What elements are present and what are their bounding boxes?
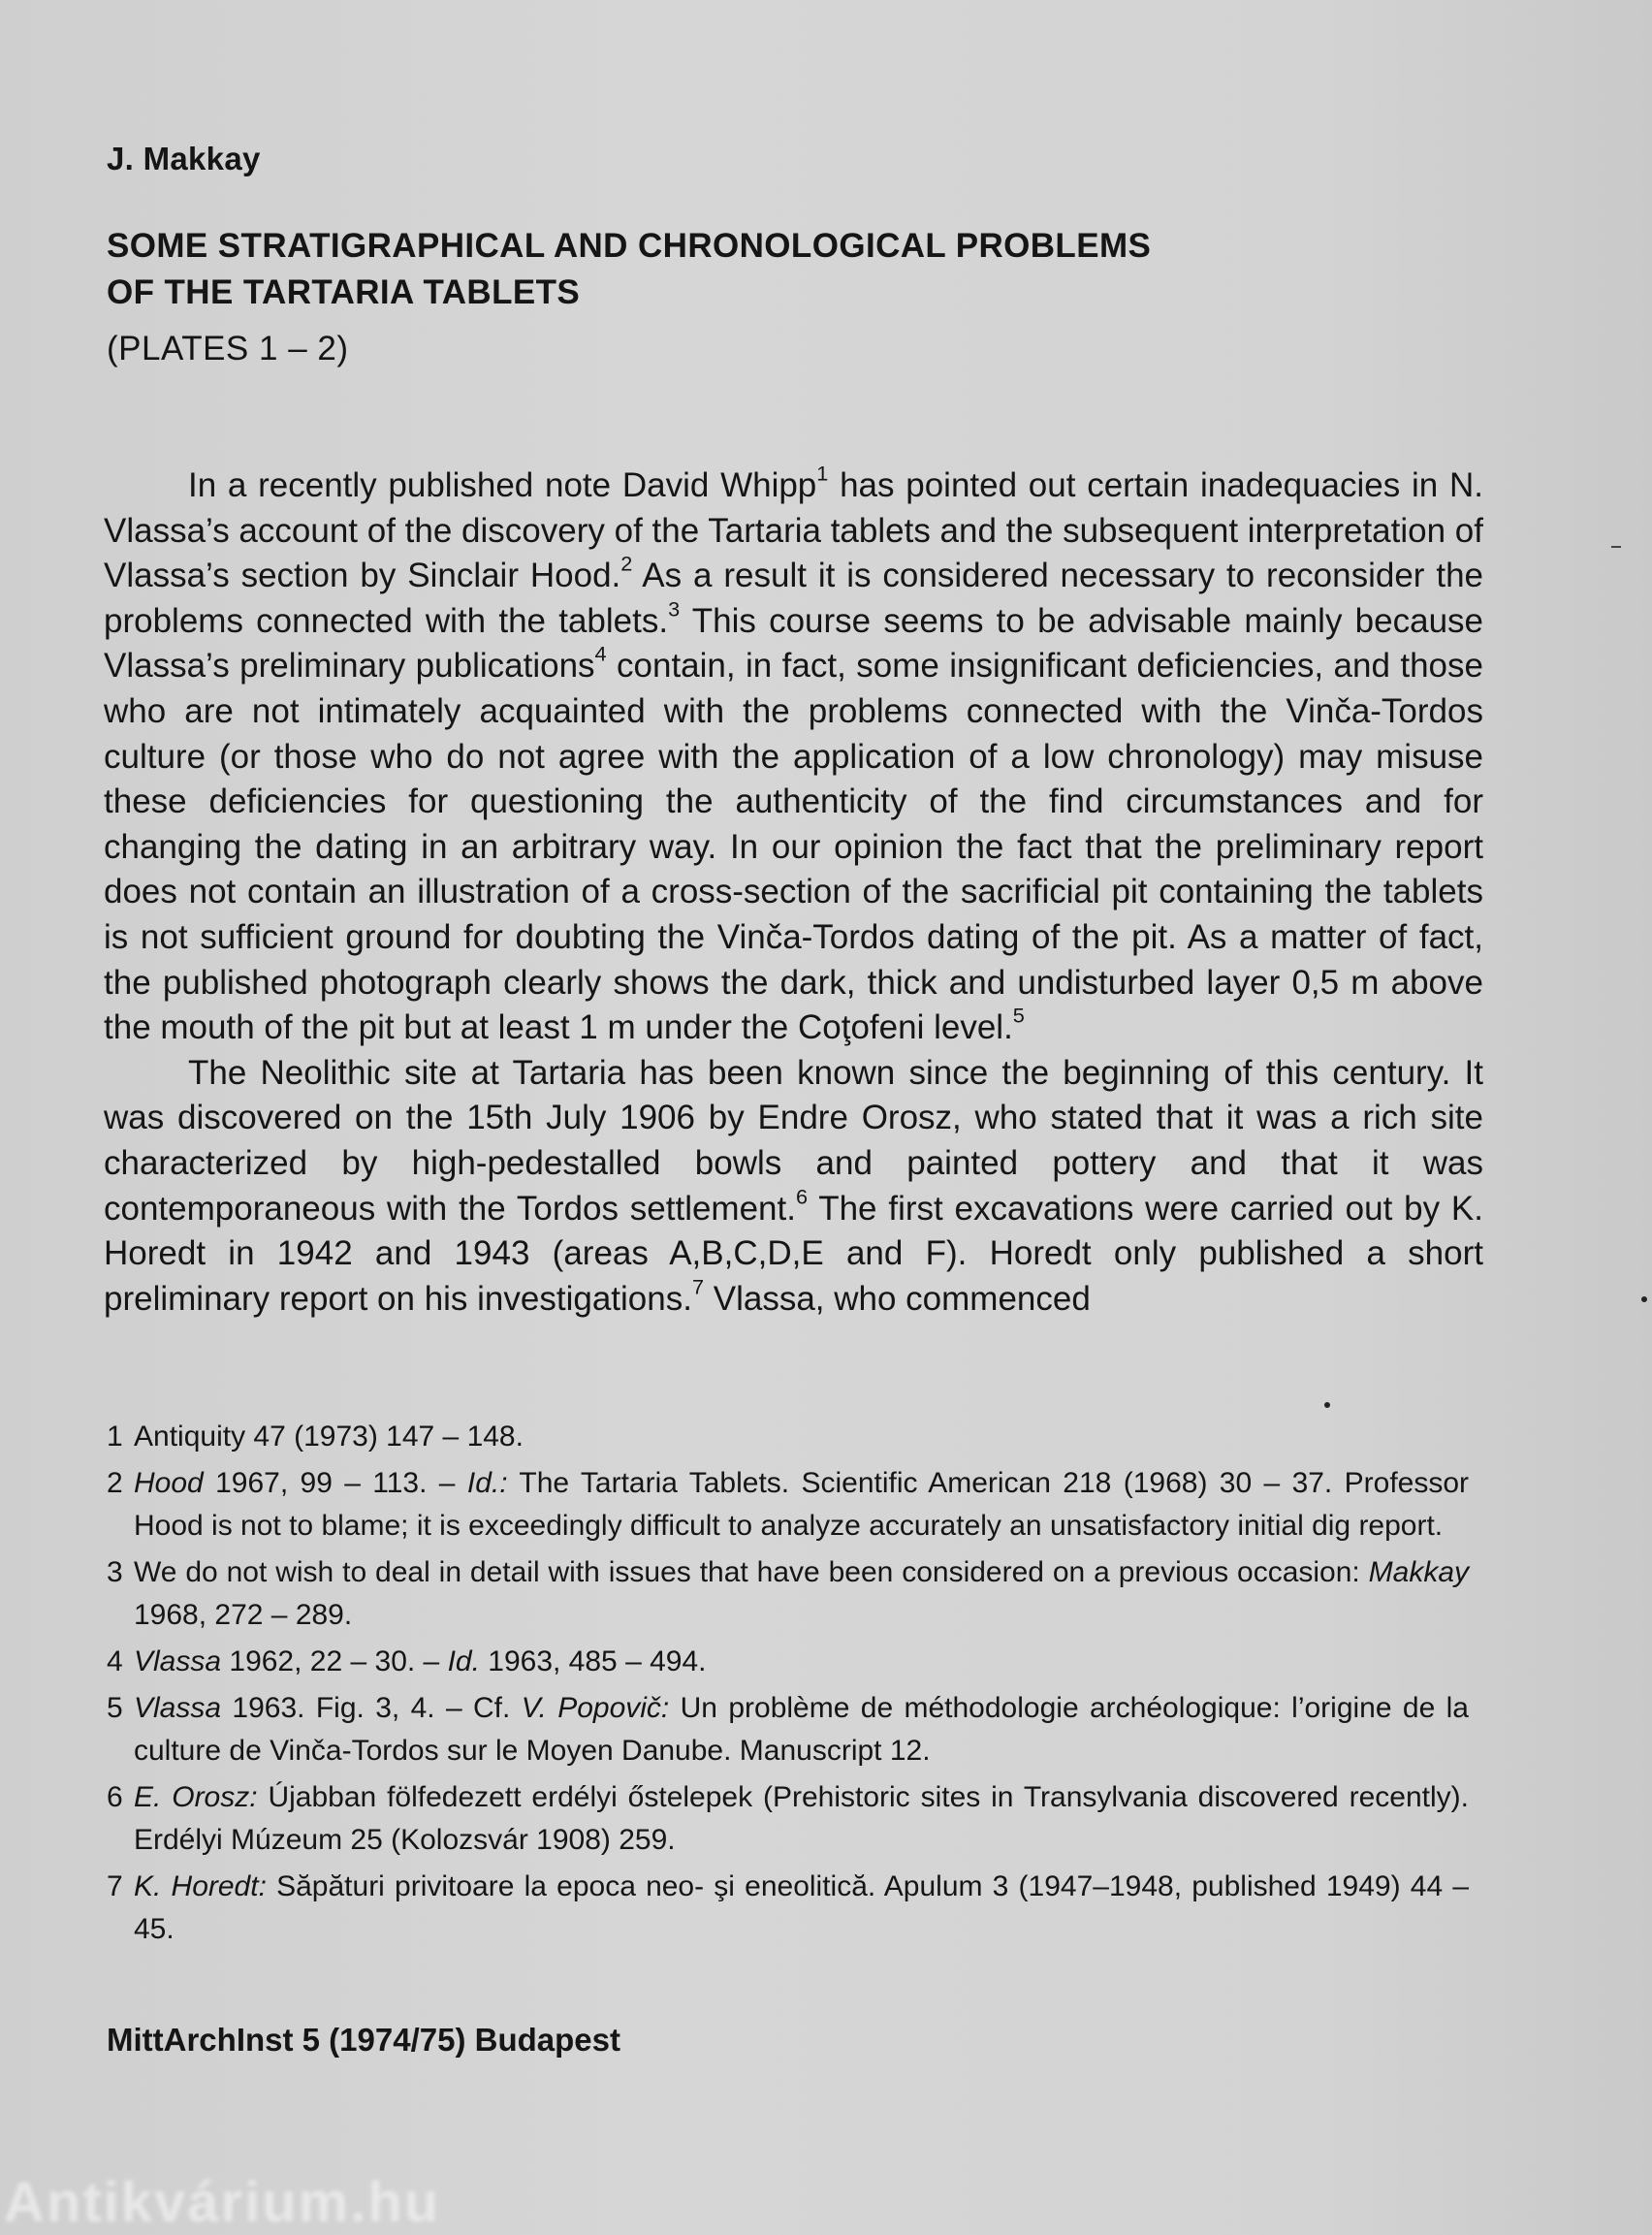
article-title [107, 223, 1367, 316]
footnote-number: 3 [107, 1556, 123, 1588]
text-run: 1967, 99 – 113. – [203, 1467, 467, 1499]
footnotes [107, 1416, 1469, 1955]
title-line-2: OF THE TARTARIA TABLETS [107, 273, 581, 311]
footnote-4 [107, 1641, 1469, 1683]
text-run: has pointed out certain inadequacies in N. Vlassa’s account of the discovery of the Tartaria tablets and the subsequent interpretation of Vlassa’s section by Sinclair Hood. [104, 466, 1483, 595]
italic-citation: E. Orosz: [134, 1781, 258, 1813]
footnote-reference[interactable]: 6 [795, 1184, 809, 1209]
italic-citation: K. Horedt: [134, 1870, 267, 1902]
text-run: 1963. Fig. 3, 4. – Cf. [221, 1692, 522, 1724]
plates-reference: (PLATES 1 – 2) [107, 330, 349, 367]
italic-citation: Id. [447, 1645, 480, 1677]
watermark: Antikvárium.hu [4, 2171, 441, 2234]
footnote-reference[interactable]: 7 [691, 1274, 705, 1299]
footnote-7 [107, 1866, 1469, 1951]
text-run: 1963, 485 – 494. [479, 1645, 707, 1677]
text-run: Vlassa, who commenced [704, 1279, 1091, 1318]
text-run: 1962, 22 – 30. – [221, 1645, 448, 1677]
body-text [104, 463, 1483, 1322]
footnote-reference[interactable]: 3 [668, 596, 681, 622]
footnote-reference[interactable]: 5 [1012, 1003, 1025, 1028]
footnote-reference[interactable]: 1 [816, 461, 829, 486]
footnote-reference[interactable]: 2 [620, 551, 633, 576]
footnote-3 [107, 1551, 1469, 1637]
text-run: contain, in fact, some insignificant deficiencies, and those who are not intimately acquainted with the problems connected with the Vinča-Tordos culture (or those who do not agree with the application of a low chronology) may misuse these deficiencies for questioning the authenticity of the find circumstances and for changing the dating in an arbitrary way. In our opinion the fact that the preliminary report does not contain an illustration of a cross-section of the sacrificial pit containing the tablets is not sufficient ground for doubting the Vinča-Tordos dating of the pit. As a matter of fact, the published photograph clearly shows the dark, thick and undisturbed layer 0,5 m above the mouth of the pit but at least 1 m under the Coţofeni level. [104, 647, 1483, 1047]
paragraph [104, 463, 1483, 1051]
journal-footer: MittArchInst 5 (1974/75) Budapest [107, 2022, 620, 2058]
text-run: Un problème de méthodologie archéologique: l’origine de la culture de Vinča-Tordos sur le Moyen Danube. Manuscript 12. [134, 1692, 1469, 1767]
footnote-5 [107, 1687, 1469, 1772]
text-run: The Tartaria Tablets. Scientific American 218 (1968) 30 – 37. Professor Hood is not to blame; it is exceedingly difficult to analyze accurately an unsatisfactory initial dig report. [134, 1467, 1470, 1542]
paragraph [104, 1051, 1483, 1323]
footnote-2 [107, 1462, 1469, 1548]
italic-citation: Makkay [1368, 1556, 1469, 1588]
footnote-6 [107, 1776, 1469, 1862]
text-run: Újabban fölfedezett erdélyi őstelepek (Prehistoric sites in Transylvania discovered recently). Erdélyi Múzeum 25 (Kolozsvár 1908) 259. [134, 1781, 1469, 1856]
print-speck [1641, 1296, 1647, 1302]
print-speck [1324, 1402, 1330, 1408]
text-run: Antiquity 47 (1973) 147 – 148. [134, 1421, 524, 1453]
title-line-1: SOME STRATIGRAPHICAL AND CHRONOLOGICAL PROBLEMS [107, 227, 1152, 265]
text-run: 1968, 272 – 289. [134, 1599, 353, 1631]
italic-citation: Vlassa [134, 1692, 222, 1724]
footnote-number: 2 [107, 1467, 123, 1499]
footnote-number: 1 [107, 1421, 123, 1453]
italic-citation: Hood [134, 1467, 204, 1499]
text-run: This course seems to be advisable mainly because Vlassa’s preliminary publications [104, 601, 1483, 686]
italic-citation: V. Popovič: [521, 1692, 670, 1724]
author-name: J. Makkay [107, 141, 261, 176]
italic-citation: Id.: [466, 1467, 508, 1499]
text-run: The first excavations were carried out by K. Horedt in 1942 and 1943 (areas A,B,C,D,E and F). Horedt only published a short preliminary report on his investigations. [104, 1189, 1483, 1318]
footnote-number: 4 [107, 1645, 123, 1677]
text-run: We do not wish to deal in detail with issues that have been considered on a previous occasion: [134, 1556, 1369, 1588]
text-run: As a result it is considered necessary to reconsider the problems connected with the tablets. [104, 557, 1483, 640]
footnote-number: 7 [107, 1870, 123, 1902]
text-run: In a recently published note David Whipp [188, 466, 817, 504]
text-run: The Neolithic site at Tartaria has been known since the beginning of this century. It was discovered on the 15th July 1906 by Endre Orosz, who stated that it was a rich site characterized by high-pedestalled bowls and painted pottery and that it was contemporaneous with the Tordos settlement. [104, 1053, 1483, 1228]
footnote-1 [107, 1416, 1469, 1458]
footnote-number: 5 [107, 1692, 123, 1724]
footnote-reference[interactable]: 4 [594, 642, 607, 667]
text-run: Săpături privitoare la epoca neo- şi eneolitică. Apulum 3 (1947–1948, published 1949) 44 – 45. [134, 1870, 1470, 1945]
footnote-number: 6 [107, 1781, 123, 1813]
italic-citation: Vlassa [134, 1645, 222, 1677]
margin-mark [1611, 546, 1621, 548]
